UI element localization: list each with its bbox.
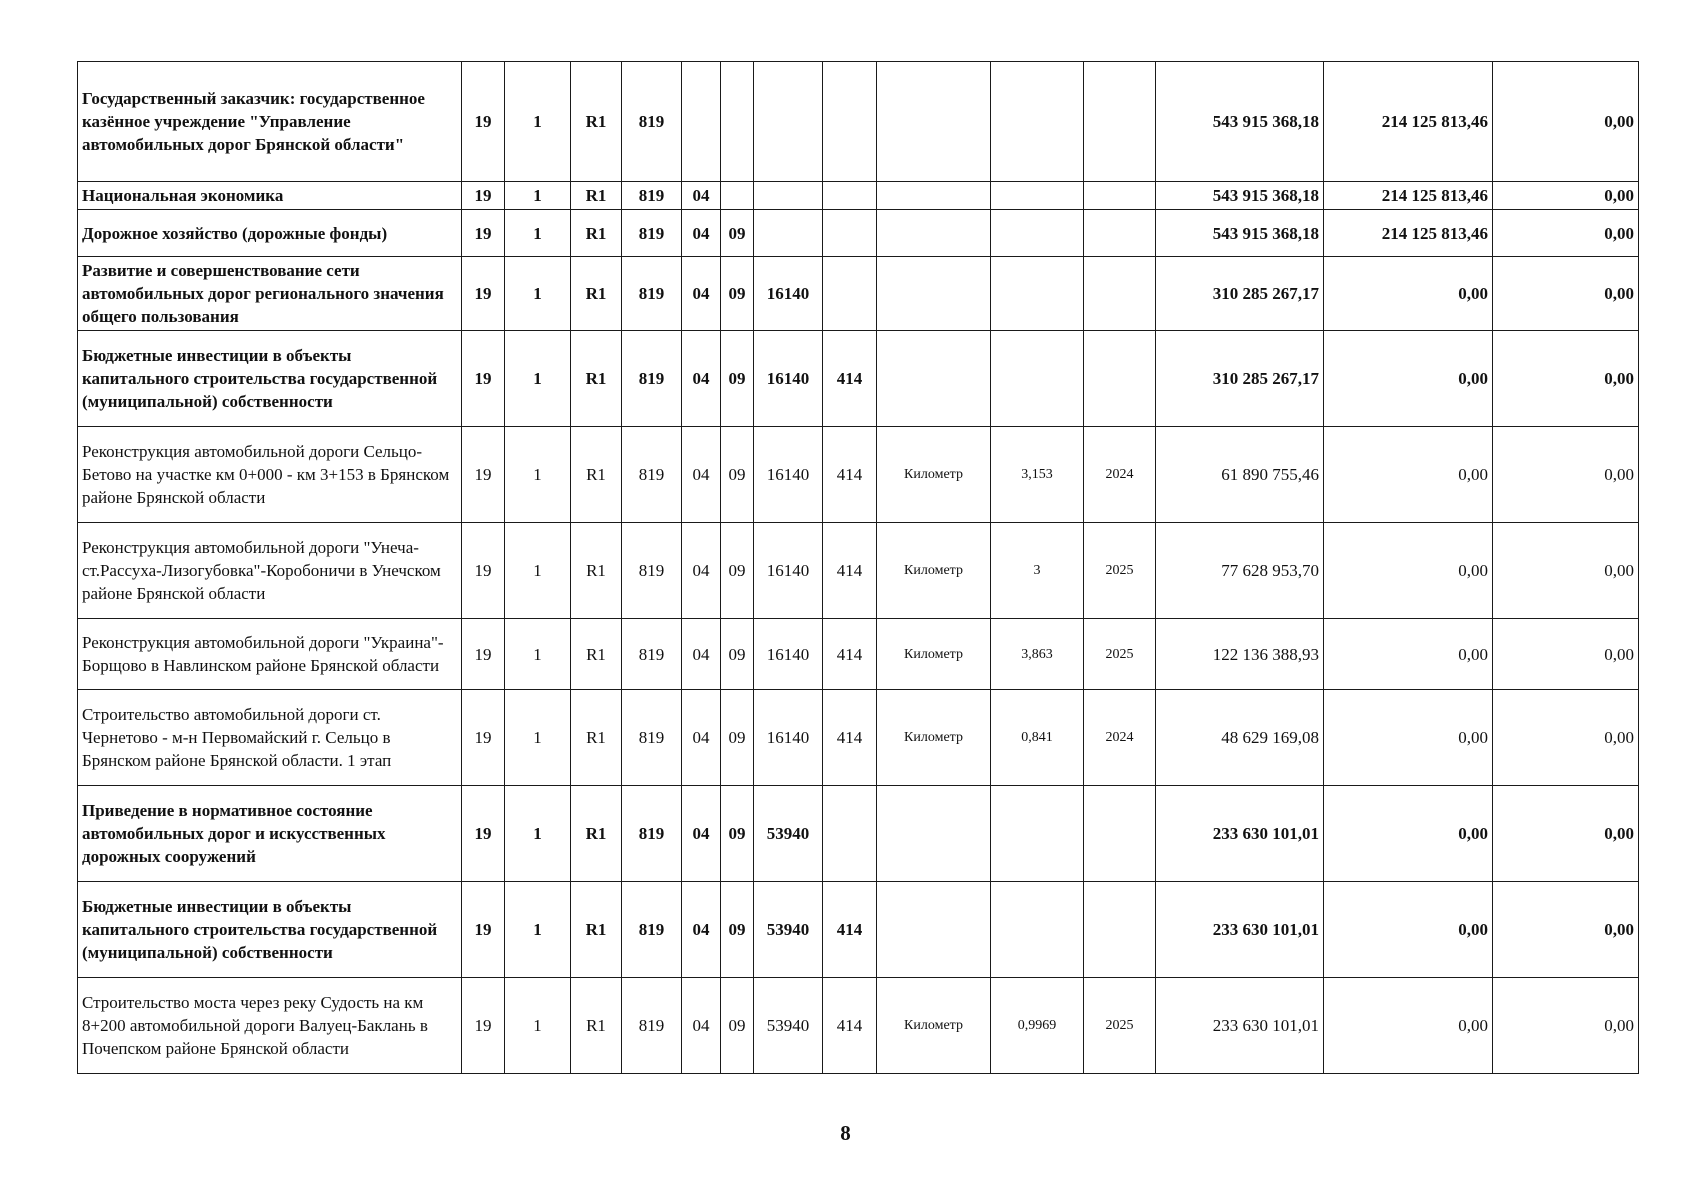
code-6: 09 <box>721 978 754 1074</box>
code-7: 53940 <box>754 786 823 882</box>
capacity-cell: 0,9969 <box>991 978 1084 1074</box>
amount-3: 0,00 <box>1493 427 1639 523</box>
row-name: Развитие и совершенствование сети автомобильных дорог регионального значения общего пользования <box>78 257 462 331</box>
code-4: 819 <box>622 62 682 182</box>
code-1: 19 <box>462 619 505 690</box>
year-cell <box>1084 882 1156 978</box>
code-8: 414 <box>823 882 877 978</box>
row-name: Реконструкция автомобильной дороги Сельцо-Бетово на участке км 0+000 - км 3+153 в Брянском районе Брянской области <box>78 427 462 523</box>
capacity-cell: 3 <box>991 523 1084 619</box>
amount-3: 0,00 <box>1493 882 1639 978</box>
code-3: R1 <box>571 62 622 182</box>
amount-3: 0,00 <box>1493 619 1639 690</box>
row-name: Бюджетные инвестиции в объекты капитального строительства государственной (муниципальной) собственности <box>78 331 462 427</box>
unit-cell <box>877 257 991 331</box>
table-row <box>78 523 1639 619</box>
code-4: 819 <box>622 182 682 210</box>
capacity-cell: 3,863 <box>991 619 1084 690</box>
code-5: 04 <box>682 786 721 882</box>
code-3: R1 <box>571 786 622 882</box>
code-1: 19 <box>462 690 505 786</box>
unit-cell <box>877 62 991 182</box>
capacity-cell <box>991 210 1084 257</box>
capacity-cell: 3,153 <box>991 427 1084 523</box>
code-6: 09 <box>721 523 754 619</box>
code-6: 09 <box>721 257 754 331</box>
unit-cell <box>877 786 991 882</box>
code-2: 1 <box>505 210 571 257</box>
unit-cell <box>877 182 991 210</box>
code-1: 19 <box>462 882 505 978</box>
unit-cell: Километр <box>877 690 991 786</box>
amount-3: 0,00 <box>1493 690 1639 786</box>
code-3: R1 <box>571 523 622 619</box>
code-2: 1 <box>505 978 571 1074</box>
code-5: 04 <box>682 690 721 786</box>
code-6: 09 <box>721 882 754 978</box>
amount-3: 0,00 <box>1493 786 1639 882</box>
row-name: Дорожное хозяйство (дорожные фонды) <box>78 210 462 257</box>
code-2: 1 <box>505 882 571 978</box>
amount-1: 61 890 755,46 <box>1156 427 1324 523</box>
code-6: 09 <box>721 210 754 257</box>
year-cell: 2024 <box>1084 690 1156 786</box>
code-1: 19 <box>462 523 505 619</box>
amount-2: 214 125 813,46 <box>1324 182 1493 210</box>
code-3: R1 <box>571 182 622 210</box>
year-cell: 2025 <box>1084 619 1156 690</box>
amount-2: 214 125 813,46 <box>1324 210 1493 257</box>
code-4: 819 <box>622 690 682 786</box>
code-7: 16140 <box>754 690 823 786</box>
code-2: 1 <box>505 182 571 210</box>
table-row <box>78 619 1639 690</box>
year-cell <box>1084 331 1156 427</box>
code-5: 04 <box>682 331 721 427</box>
unit-cell <box>877 882 991 978</box>
code-2: 1 <box>505 690 571 786</box>
code-8: 414 <box>823 523 877 619</box>
amount-2: 0,00 <box>1324 690 1493 786</box>
capacity-cell: 0,841 <box>991 690 1084 786</box>
code-7 <box>754 182 823 210</box>
year-cell <box>1084 257 1156 331</box>
amount-3: 0,00 <box>1493 62 1639 182</box>
code-5: 04 <box>682 257 721 331</box>
code-6: 09 <box>721 331 754 427</box>
code-1: 19 <box>462 62 505 182</box>
amount-2: 0,00 <box>1324 427 1493 523</box>
row-name: Национальная экономика <box>78 182 462 210</box>
row-name: Строительство моста через реку Судость на км 8+200 автомобильной дороги Валуец-Баклань в Почепском районе Брянской области <box>78 978 462 1074</box>
code-3: R1 <box>571 331 622 427</box>
code-7: 53940 <box>754 978 823 1074</box>
code-1: 19 <box>462 786 505 882</box>
table-row <box>78 257 1639 331</box>
code-6 <box>721 62 754 182</box>
code-2: 1 <box>505 331 571 427</box>
code-5: 04 <box>682 523 721 619</box>
code-1: 19 <box>462 210 505 257</box>
code-4: 819 <box>622 257 682 331</box>
year-cell: 2025 <box>1084 978 1156 1074</box>
code-7 <box>754 62 823 182</box>
amount-3: 0,00 <box>1493 523 1639 619</box>
code-3: R1 <box>571 257 622 331</box>
year-cell <box>1084 182 1156 210</box>
table-body <box>78 62 1639 1074</box>
budget-table <box>77 61 1639 1074</box>
table-row <box>78 331 1639 427</box>
amount-3: 0,00 <box>1493 210 1639 257</box>
code-3: R1 <box>571 427 622 523</box>
code-5: 04 <box>682 210 721 257</box>
year-cell <box>1084 62 1156 182</box>
code-8: 414 <box>823 978 877 1074</box>
amount-1: 122 136 388,93 <box>1156 619 1324 690</box>
code-5: 04 <box>682 978 721 1074</box>
code-6: 09 <box>721 619 754 690</box>
year-cell: 2024 <box>1084 427 1156 523</box>
unit-cell: Километр <box>877 978 991 1074</box>
unit-cell <box>877 331 991 427</box>
code-3: R1 <box>571 210 622 257</box>
row-name: Строительство автомобильной дороги ст. Чернетово - м-н Первомайский г. Сельцо в Брянском районе Брянской области. 1 этап <box>78 690 462 786</box>
amount-2: 0,00 <box>1324 619 1493 690</box>
code-6 <box>721 182 754 210</box>
code-5: 04 <box>682 427 721 523</box>
amount-3: 0,00 <box>1493 331 1639 427</box>
code-5: 04 <box>682 882 721 978</box>
amount-1: 310 285 267,17 <box>1156 331 1324 427</box>
code-3: R1 <box>571 690 622 786</box>
code-7: 53940 <box>754 882 823 978</box>
amount-1: 543 915 368,18 <box>1156 182 1324 210</box>
table-row <box>78 182 1639 210</box>
amount-2: 0,00 <box>1324 978 1493 1074</box>
amount-2: 0,00 <box>1324 331 1493 427</box>
code-4: 819 <box>622 523 682 619</box>
amount-1: 48 629 169,08 <box>1156 690 1324 786</box>
code-8 <box>823 182 877 210</box>
code-4: 819 <box>622 427 682 523</box>
code-7: 16140 <box>754 427 823 523</box>
table-row <box>78 786 1639 882</box>
amount-3: 0,00 <box>1493 182 1639 210</box>
code-6: 09 <box>721 427 754 523</box>
code-1: 19 <box>462 257 505 331</box>
code-3: R1 <box>571 978 622 1074</box>
table-row <box>78 978 1639 1074</box>
code-8 <box>823 62 877 182</box>
code-1: 19 <box>462 978 505 1074</box>
table-row <box>78 882 1639 978</box>
amount-1: 310 285 267,17 <box>1156 257 1324 331</box>
code-7 <box>754 210 823 257</box>
code-7: 16140 <box>754 523 823 619</box>
code-7: 16140 <box>754 257 823 331</box>
code-8: 414 <box>823 427 877 523</box>
code-3: R1 <box>571 882 622 978</box>
row-name: Реконструкция автомобильной дороги "Унеча-ст.Рассуха-Лизогубовка"-Коробоничи в Унечском районе Брянской области <box>78 523 462 619</box>
code-1: 19 <box>462 182 505 210</box>
page-number: 8 <box>840 1121 851 1145</box>
code-8 <box>823 786 877 882</box>
amount-3: 0,00 <box>1493 978 1639 1074</box>
code-5: 04 <box>682 619 721 690</box>
code-4: 819 <box>622 331 682 427</box>
code-5: 04 <box>682 182 721 210</box>
amount-1: 77 628 953,70 <box>1156 523 1324 619</box>
row-name: Приведение в нормативное состояние автомобильных дорог и искусственных дорожных сооружений <box>78 786 462 882</box>
amount-1: 543 915 368,18 <box>1156 62 1324 182</box>
year-cell <box>1084 786 1156 882</box>
capacity-cell <box>991 257 1084 331</box>
code-2: 1 <box>505 62 571 182</box>
capacity-cell <box>991 331 1084 427</box>
code-4: 819 <box>622 210 682 257</box>
table-row <box>78 210 1639 257</box>
code-4: 819 <box>622 786 682 882</box>
code-8 <box>823 210 877 257</box>
amount-2: 214 125 813,46 <box>1324 62 1493 182</box>
code-6: 09 <box>721 690 754 786</box>
amount-2: 0,00 <box>1324 882 1493 978</box>
unit-cell: Километр <box>877 523 991 619</box>
code-2: 1 <box>505 257 571 331</box>
capacity-cell <box>991 182 1084 210</box>
code-3: R1 <box>571 619 622 690</box>
code-2: 1 <box>505 427 571 523</box>
amount-2: 0,00 <box>1324 786 1493 882</box>
code-4: 819 <box>622 619 682 690</box>
table-row <box>78 62 1639 182</box>
unit-cell: Километр <box>877 427 991 523</box>
row-name: Реконструкция автомобильной дороги "Украина"-Борщово в Навлинском районе Брянской области <box>78 619 462 690</box>
year-cell <box>1084 210 1156 257</box>
amount-1: 233 630 101,01 <box>1156 786 1324 882</box>
code-8: 414 <box>823 331 877 427</box>
amount-1: 233 630 101,01 <box>1156 978 1324 1074</box>
code-8: 414 <box>823 690 877 786</box>
row-name: Государственный заказчик: государственное казённое учреждение "Управление автомобильных дорог Брянской области" <box>78 62 462 182</box>
row-name: Бюджетные инвестиции в объекты капитального строительства государственной (муниципальной) собственности <box>78 882 462 978</box>
code-2: 1 <box>505 786 571 882</box>
code-1: 19 <box>462 427 505 523</box>
code-7: 16140 <box>754 331 823 427</box>
table-row <box>78 690 1639 786</box>
code-8 <box>823 257 877 331</box>
code-5 <box>682 62 721 182</box>
code-4: 819 <box>622 978 682 1074</box>
year-cell: 2025 <box>1084 523 1156 619</box>
table-row <box>78 427 1639 523</box>
code-2: 1 <box>505 619 571 690</box>
capacity-cell <box>991 882 1084 978</box>
capacity-cell <box>991 62 1084 182</box>
amount-1: 543 915 368,18 <box>1156 210 1324 257</box>
code-1: 19 <box>462 331 505 427</box>
capacity-cell <box>991 786 1084 882</box>
amount-3: 0,00 <box>1493 257 1639 331</box>
code-6: 09 <box>721 786 754 882</box>
amount-2: 0,00 <box>1324 523 1493 619</box>
code-4: 819 <box>622 882 682 978</box>
unit-cell: Километр <box>877 619 991 690</box>
code-8: 414 <box>823 619 877 690</box>
unit-cell <box>877 210 991 257</box>
amount-1: 233 630 101,01 <box>1156 882 1324 978</box>
code-2: 1 <box>505 523 571 619</box>
amount-2: 0,00 <box>1324 257 1493 331</box>
code-7: 16140 <box>754 619 823 690</box>
